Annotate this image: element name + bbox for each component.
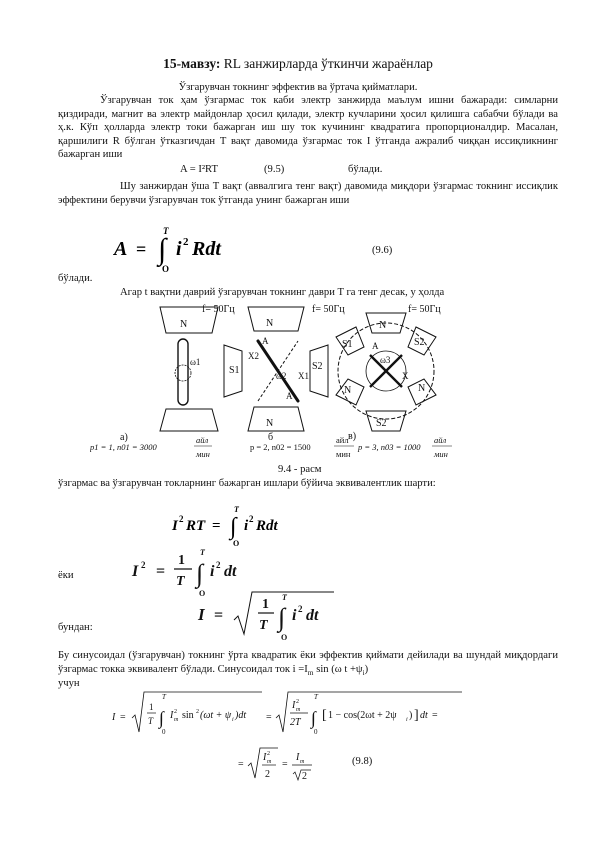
- svg-text:∫: ∫: [159, 708, 164, 728]
- note-a-unit-bottom: мин: [196, 449, 210, 459]
- svg-text:T: T: [234, 505, 239, 514]
- svg-text:O: O: [233, 539, 240, 548]
- svg-text:∫: ∫: [196, 559, 204, 588]
- label-a: а): [120, 432, 128, 443]
- paragraph-1: Ўзгарувчан ток ҳам ўзгармас ток каби электр занжирда маълум ишни бажаради: симларни қиздиради, магнит ва электр майдонлар ҳосил қилади, электр кучларини ҳосил қилишга сабабчи бўлади ва ҳ.к. Кўп ҳолларда электр токи бажарган иш шу ток кучининг квадратига пропорционалдир. Масалан, қаршилиги R бўлган ўтказгичдан T вақт давомида ўзгармас ток I ўтганда ажралиб чиққан иссиқликнинг бажарган иши: [58, 95, 558, 161]
- note-b: p = 2, n02 = 1500: [250, 442, 311, 452]
- machine-b: [224, 307, 328, 443]
- svg-text:dt: dt: [306, 607, 319, 624]
- svg-text:=: =: [282, 759, 288, 770]
- pole-n-c-left: N: [344, 385, 352, 396]
- equation-9-5-number: (9.5): [264, 164, 285, 175]
- svg-text:i: i: [210, 563, 215, 580]
- svg-text:2: 2: [183, 236, 189, 248]
- uchun-label: учун: [58, 678, 80, 689]
- pole-n-b-bottom: N: [266, 418, 274, 429]
- omega-b: ω2: [276, 371, 287, 381]
- machine-c: [336, 313, 436, 442]
- svg-text:1 − cos(2ωt + 2ψ: 1 − cos(2ωt + 2ψ: [328, 710, 397, 721]
- equation-9-6: [110, 222, 270, 274]
- svg-text:RT: RT: [186, 518, 206, 534]
- pole-s1-c: S1: [342, 339, 353, 350]
- svg-text:i: i: [406, 717, 408, 723]
- pole-n-c-top: N: [379, 320, 387, 331]
- svg-text:=: =: [214, 607, 224, 624]
- svg-text:A: A: [114, 238, 128, 260]
- equation-equivalence: [170, 504, 350, 548]
- freq-label-a: f= 50Гц: [202, 304, 235, 315]
- svg-text:2: 2: [196, 709, 199, 715]
- svg-text:i: i: [292, 607, 297, 624]
- svg-text:(ωt + ψ: (ωt + ψ: [200, 710, 232, 721]
- svg-text:O: O: [199, 589, 206, 598]
- svg-text:I: I: [296, 752, 300, 763]
- paragraph-4-end: ): [364, 663, 369, 675]
- svg-text:)dt: )dt: [235, 710, 247, 721]
- svg-text:[: [: [322, 708, 327, 723]
- note-c: p = 3, n03 = 1000: [358, 442, 421, 452]
- svg-text:=: =: [120, 712, 126, 723]
- a-b-bottom: A: [286, 391, 293, 401]
- svg-text:T: T: [162, 693, 166, 701]
- svg-text:2: 2: [302, 771, 307, 782]
- svg-text:1: 1: [149, 702, 154, 712]
- svg-text:2T: 2T: [290, 717, 301, 728]
- svg-text:2: 2: [141, 560, 146, 570]
- yoki-label: ёки: [58, 570, 74, 581]
- omega-a: ω1: [190, 357, 201, 367]
- svg-text:∫: ∫: [278, 603, 286, 632]
- equation-9-6-number: (9.6): [372, 245, 393, 256]
- svg-text:sin: sin: [182, 710, 194, 721]
- svg-text:=: =: [136, 239, 147, 259]
- svg-text:T: T: [282, 593, 287, 602]
- svg-text:m: m: [300, 759, 305, 765]
- pole-n-a: N: [180, 319, 188, 330]
- figure-9-4: [90, 299, 510, 461]
- svg-text:Rdt: Rdt: [256, 518, 278, 534]
- svg-text:1: 1: [262, 597, 269, 612]
- svg-text:=: =: [432, 710, 438, 721]
- equation-9-8-number: (9.8): [352, 756, 373, 767]
- svg-text:∫: ∫: [158, 233, 167, 266]
- x-c: X: [402, 371, 409, 381]
- paragraph-3: Агар t вақтни даврий ўзгарувчан токнинг даври T га тенг десак, у ҳолда: [120, 287, 445, 298]
- after-eq-9-6: бўлади.: [58, 273, 93, 284]
- svg-text:2: 2: [216, 560, 221, 570]
- svg-text:dt: dt: [224, 563, 237, 580]
- svg-text:): ): [409, 710, 413, 721]
- label-c: в): [348, 431, 357, 442]
- equivalence-text: ўзгармас ва ўзгарувчан токларнинг бажарган ишлари бўйича эквивалентлик шарти:: [58, 478, 436, 489]
- a-c: A: [372, 341, 379, 351]
- paragraph-4: Бу синусоидал (ўзгарувчан) токнинг ўрта квадратик ёки эффектив қиймати дейилади ва шундай миқдордаги ўзгармас токка эквивалент бўлади. Синусоидал ток $i =I_m$ sin (ω $t +\psi_i$): [58, 650, 558, 677]
- svg-text:T: T: [314, 693, 318, 701]
- x1-b: X1: [298, 371, 309, 381]
- svg-text:2: 2: [298, 604, 303, 614]
- svg-text:i: i: [176, 238, 182, 260]
- label-b: б: [268, 432, 274, 443]
- note-a: p1 = 1, n01 = 3000: [90, 442, 157, 452]
- svg-text:O: O: [162, 264, 170, 274]
- equation-9-5: A = I²RT: [180, 164, 218, 175]
- paragraph-2: Шу занжирдан ўша T вақт (аввалгига тенг вақт) давомида миқдори ўзгармас токнинг иссиқлик эффектини берувчи ўзгарувчан ток ўтганда унинг бажарган иши: [58, 181, 558, 206]
- svg-text:O: O: [281, 633, 288, 642]
- pole-s-c: S2: [414, 337, 425, 348]
- svg-text:T: T: [200, 548, 205, 557]
- svg-text:2: 2: [296, 699, 299, 705]
- equation-9-5-tail: бўлади.: [348, 164, 383, 175]
- pole-s2-b: S2: [312, 361, 323, 372]
- note-c-unit-bottom: мин: [434, 449, 448, 459]
- svg-text:=: =: [156, 563, 166, 580]
- svg-text:]: ]: [414, 708, 419, 723]
- bundan-label: бундан:: [58, 622, 93, 633]
- note-c-unit-top: айл: [434, 435, 447, 445]
- svg-text:I: I: [170, 710, 174, 721]
- svg-text:2: 2: [265, 769, 270, 780]
- topic-title: RL занжирларда ўткинчи жараёнлар: [220, 56, 433, 71]
- svg-text:I: I: [263, 752, 267, 763]
- svg-text:m: m: [174, 717, 179, 723]
- freq-label-c: f= 50Гц: [408, 304, 441, 315]
- svg-text:2: 2: [179, 514, 184, 524]
- note-a-unit-top: айл: [196, 435, 209, 445]
- svg-text:I: I: [132, 563, 139, 580]
- svg-text:0: 0: [162, 728, 166, 736]
- svg-text:I: I: [112, 712, 116, 723]
- a-b-top: A: [262, 336, 269, 346]
- svg-text:T: T: [259, 618, 268, 633]
- svg-text:T: T: [148, 716, 154, 726]
- pole-s1-b: S1: [229, 365, 240, 376]
- equation-rms-derivation: [110, 688, 490, 740]
- svg-text:I: I: [172, 518, 178, 534]
- svg-text:1: 1: [178, 553, 185, 568]
- equation-9-8: [236, 744, 326, 784]
- page-title: [0, 56, 596, 72]
- freq-label-b: f= 50Гц: [312, 304, 345, 315]
- svg-text:I: I: [292, 700, 296, 711]
- topic-number: 15-мавзу:: [163, 56, 221, 71]
- pole-n-b-top: N: [266, 318, 274, 329]
- machine-a: [120, 307, 218, 443]
- note-b-unit-top: айл: [336, 435, 349, 445]
- svg-text:=: =: [266, 712, 272, 723]
- svg-text:=: =: [238, 759, 244, 770]
- pole-s2-c: S2: [376, 418, 387, 429]
- svg-text:I: I: [198, 605, 205, 624]
- svg-text:i: i: [232, 717, 234, 723]
- equation-rms: [196, 586, 346, 642]
- svg-text:2: 2: [267, 751, 270, 757]
- paragraph-4-sin: sin (ω t +ψ: [316, 663, 363, 675]
- svg-text:m: m: [267, 759, 272, 765]
- svg-text:0: 0: [314, 728, 318, 736]
- svg-text:dt: dt: [420, 710, 428, 721]
- pole-n-c-right: N: [418, 383, 426, 394]
- svg-text:=: =: [212, 518, 221, 534]
- figure-caption: 9.4 - расм: [278, 464, 322, 475]
- omega-c: ω3: [380, 355, 391, 365]
- svg-text:2: 2: [174, 709, 177, 715]
- svg-text:Rdt: Rdt: [192, 238, 221, 260]
- svg-text:T: T: [163, 226, 169, 236]
- svg-text:T: T: [176, 574, 185, 589]
- paragraph-4-main: Бу синусоидал (ўзгарувчан) токнинг ўрта квадратик ёки эффектив қиймати дейилади ва шундай миқдордаги ўзгармас токка эквивалент бўлади. Синусоидал ток i =I: [58, 650, 558, 675]
- svg-text:∫: ∫: [311, 708, 316, 728]
- note-b-unit-bottom: мин: [336, 449, 351, 459]
- section-subtitle: Ўзгарувчан токнинг эффектив ва ўртача қийматлари.: [178, 82, 418, 93]
- svg-text:i: i: [244, 518, 249, 534]
- svg-text:2: 2: [249, 514, 254, 524]
- svg-text:∫: ∫: [230, 514, 237, 540]
- x2-b: X2: [248, 351, 259, 361]
- svg-text:m: m: [296, 707, 301, 713]
